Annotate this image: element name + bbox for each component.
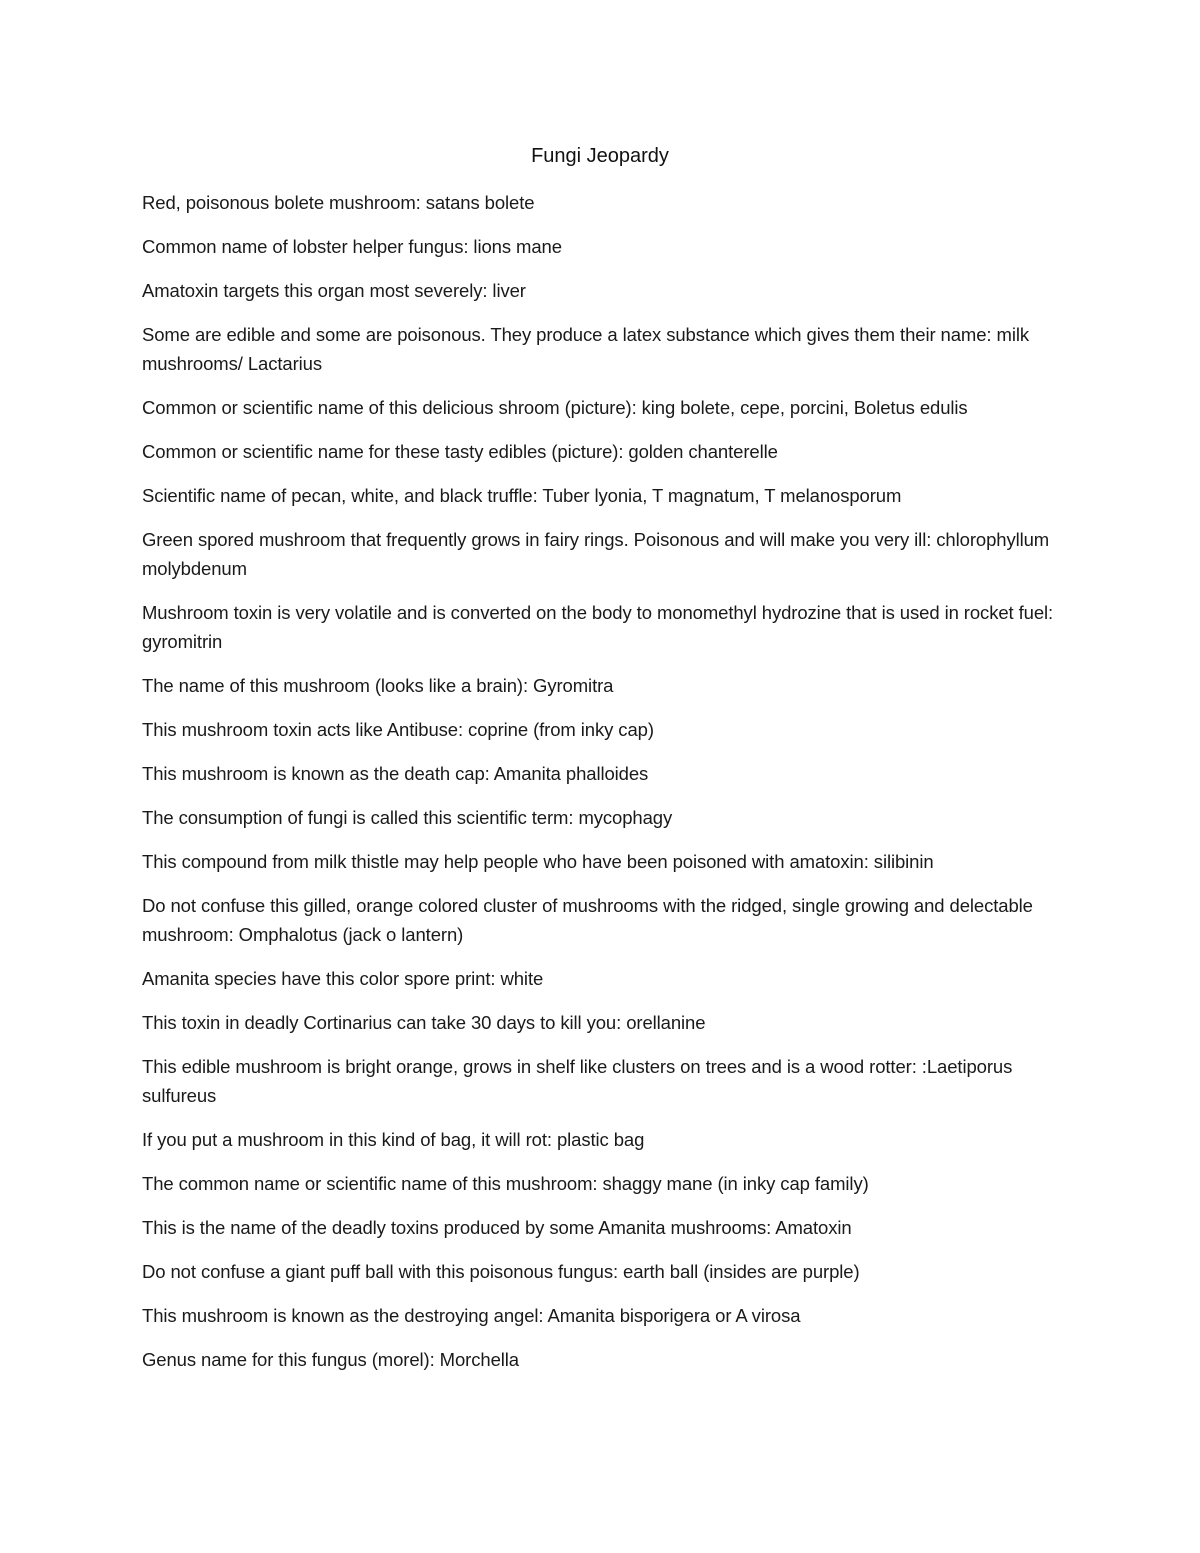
entry-5: Common or scientific name of this delicious shroom (picture): king bolete, cepe, porcini, Boletus edulis xyxy=(142,397,968,418)
entry-6: Common or scientific name for these tasty edibles (picture): golden chanterelle xyxy=(142,441,778,462)
entry-19: If you put a mushroom in this kind of bag, it will rot: plastic bag xyxy=(142,1129,645,1150)
entry-11: This mushroom toxin acts like Antibuse: coprine (from inky cap) xyxy=(142,719,654,740)
entry-3: Amatoxin targets this organ most severely: liver xyxy=(142,280,526,301)
entry-list xyxy=(142,188,1072,1389)
entry-8: Green spored mushroom that frequently grows in fairy rings. Poisonous and will make you very ill: chlorophyllum molybdenum xyxy=(142,529,1050,579)
entry-20: The common name or scientific name of this mushroom: shaggy mane (in inky cap family) xyxy=(142,1173,869,1194)
entry-17: This toxin in deadly Cortinarius can take 30 days to kill you: orellanine xyxy=(142,1012,706,1033)
entry-16: Amanita species have this color spore print: white xyxy=(142,968,544,989)
entry-15: Do not confuse this gilled, orange colored cluster of mushrooms with the ridged, single growing and delectable mushroom: Omphalotus (jack o lantern) xyxy=(142,895,1033,945)
entry-9: Mushroom toxin is very volatile and is converted on the body to monomethyl hydrozine that is used in rocket fuel: gyromitrin xyxy=(142,602,1054,652)
entry-13: The consumption of fungi is called this scientific term: mycophagy xyxy=(142,807,673,828)
entry-21: This is the name of the deadly toxins produced by some Amanita mushrooms: Amatoxin xyxy=(142,1217,852,1238)
entry-23: This mushroom is known as the destroying angel: Amanita bisporigera or A virosa xyxy=(142,1305,801,1326)
entry-7: Scientific name of pecan, white, and black truffle: Tuber lyonia, T magnatum, T melanosporum xyxy=(142,485,902,506)
entry-10: The name of this mushroom (looks like a brain): Gyromitra xyxy=(142,675,614,696)
entry-22: Do not confuse a giant puff ball with this poisonous fungus: earth ball (insides are purple) xyxy=(142,1261,860,1282)
entry-2: Common name of lobster helper fungus: lions mane xyxy=(142,236,562,257)
entry-18: This edible mushroom is bright orange, grows in shelf like clusters on trees and is a wood rotter: :Laetiporus sulfureus xyxy=(142,1056,1013,1106)
entry-1: Red, poisonous bolete mushroom: satans bolete xyxy=(142,192,535,213)
entry-4: Some are edible and some are poisonous. They produce a latex substance which gives them their name: milk mushrooms/ Lactarius xyxy=(142,324,1029,374)
document-title: Fungi Jeopardy xyxy=(531,145,669,167)
entry-14: This compound from milk thistle may help people who have been poisoned with amatoxin: silibinin xyxy=(142,851,934,872)
entry-24: Genus name for this fungus (morel): Morchella xyxy=(142,1349,519,1370)
entry-12: This mushroom is known as the death cap: Amanita phalloides xyxy=(142,763,649,784)
